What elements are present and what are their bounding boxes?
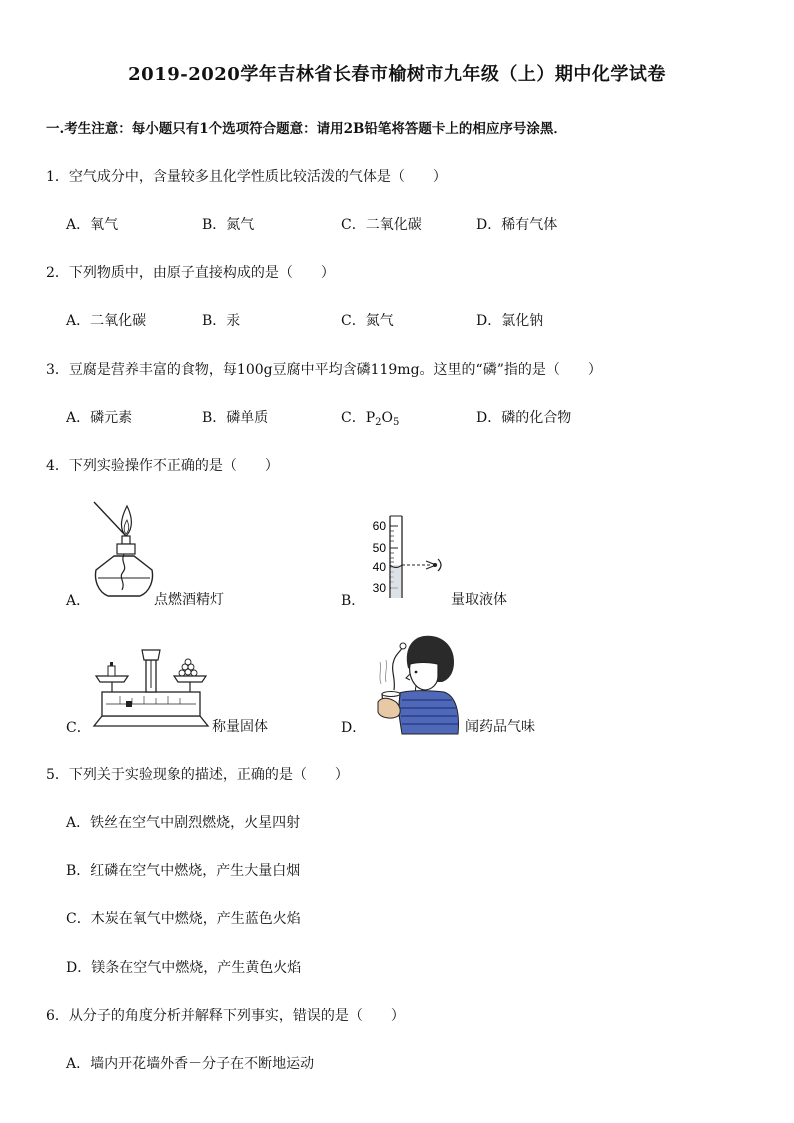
question-4-option-d[interactable]: D．	[341, 720, 367, 736]
question-3-stem: 3．豆腐是营养丰富的食物，每100g豆腐中平均含磷119mg。这里的“磷”指的是（ ）	[46, 362, 602, 378]
cylinder-tick-40: 40	[372, 560, 386, 574]
question-4-caption-b: 量取液体	[451, 592, 507, 608]
question-5-option-d[interactable]: D．镁条在空气中燃烧，产生黄色火焰	[66, 960, 302, 976]
question-2-stem: 2．下列物质中，由原子直接构成的是（ ）	[46, 265, 335, 281]
question-1-stem: 1．空气成分中，含量较多且化学性质比较活泼的气体是（ ）	[46, 169, 447, 185]
question-2-option-d[interactable]: D．氯化钠	[476, 313, 544, 329]
formula-sub-5: 5	[393, 417, 400, 428]
question-4-caption-a: 点燃酒精灯	[154, 592, 224, 608]
question-4-option-a[interactable]: A．	[66, 593, 91, 609]
question-5-option-b[interactable]: B．红磷在空气中燃烧，产生大量白烟	[66, 863, 301, 879]
balance-scale-figure	[90, 646, 212, 732]
question-4-option-b[interactable]: B．	[341, 593, 366, 609]
question-5-option-c[interactable]: C．木炭在氧气中燃烧，产生蓝色火焰	[66, 911, 301, 927]
question-3-option-a[interactable]: A．磷元素	[66, 410, 133, 426]
question-3-option-c-letter: C．	[341, 410, 366, 426]
page-title: 2019-2020学年吉林省长春市榆树市九年级（上）期中化学试卷	[128, 64, 666, 85]
cylinder-tick-30: 30	[372, 581, 386, 595]
formula-p: P	[365, 410, 376, 426]
question-4-option-c[interactable]: C．	[66, 720, 91, 736]
question-2-option-b[interactable]: B．汞	[202, 313, 241, 329]
formula-sub-2: 2	[375, 417, 382, 428]
question-2-option-a[interactable]: A．二氧化碳	[66, 313, 147, 329]
question-5-option-a[interactable]: A．铁丝在空气中剧烈燃烧，火星四射	[66, 815, 301, 831]
question-4-stem: 4．下列实验操作不正确的是（ ）	[46, 458, 279, 474]
question-2-option-c[interactable]: C．氮气	[341, 313, 394, 329]
cylinder-tick-60: 60	[372, 519, 386, 533]
section-instruction: 一.考生注意：每小题只有1个选项符合题意：请用2B铅笔将答题卡上的相应序号涂黑．	[46, 121, 567, 137]
measuring-cylinder-figure	[366, 512, 452, 604]
question-6-option-a[interactable]: A．墙内开花墙外香－分子在不断地运动	[66, 1056, 315, 1072]
question-1-option-d[interactable]: D．稀有气体	[476, 217, 558, 233]
question-1-option-b[interactable]: B．氮气	[202, 217, 255, 233]
question-4-caption-d: 闻药品气味	[465, 719, 535, 735]
formula-p2o5	[366, 410, 400, 426]
question-5-stem: 5．下列关于实验现象的描述，正确的是（ ）	[46, 767, 349, 783]
question-3-option-d[interactable]: D．磷的化合物	[476, 410, 572, 426]
question-1-option-a[interactable]: A．氧气	[66, 217, 119, 233]
alcohol-lamp-figure	[90, 500, 158, 608]
question-4-caption-c: 称量固体	[212, 719, 268, 735]
question-1-option-c[interactable]: C．二氧化碳	[341, 217, 422, 233]
cylinder-tick-50: 50	[372, 541, 386, 555]
formula-o: O	[381, 410, 393, 426]
question-3-option-c[interactable]	[341, 407, 399, 428]
question-3-option-b[interactable]: B．磷单质	[202, 410, 269, 426]
question-6-stem: 6．从分子的角度分析并解释下列事实，错误的是（ ）	[46, 1008, 405, 1024]
smelling-chemical-figure	[366, 632, 462, 736]
